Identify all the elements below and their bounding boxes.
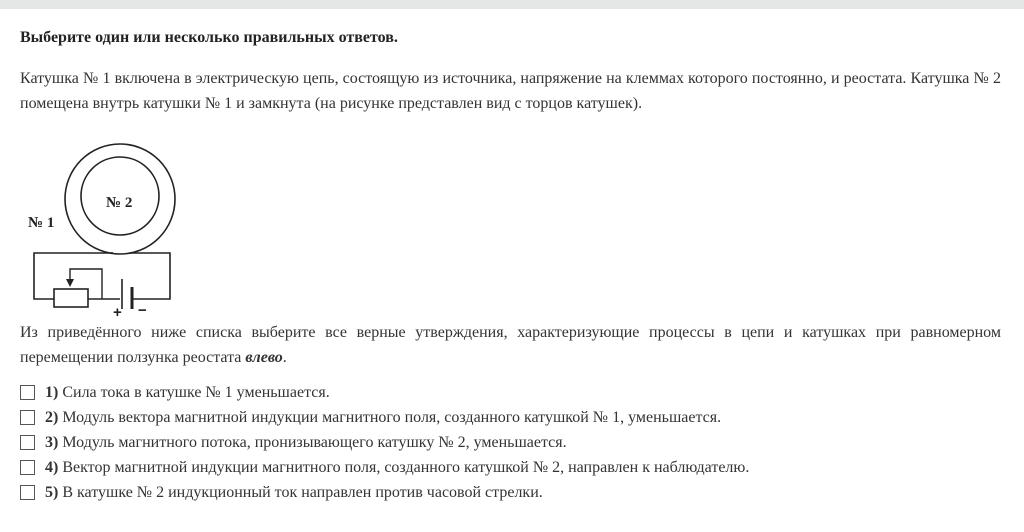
coil-1-label: № 1 <box>28 215 55 231</box>
question-subtext-start: Из приведённого ниже списка выберите все верные утверждения, характеризующие процессы в цепи и катушках при равномерном перемещении ползунка реостата <box>20 324 1001 366</box>
circuit-figure <box>24 141 194 321</box>
answer-text-4: Вектор магнитной индукции магнитного поля, созданного катушкой № 2, направлен к наблюдателю. <box>62 458 750 476</box>
answer-checkbox-1[interactable] <box>20 385 35 400</box>
answer-option-2[interactable] <box>20 405 1001 430</box>
answer-checkbox-4[interactable] <box>20 460 35 475</box>
answer-option-5[interactable] <box>20 480 1001 505</box>
question-subtext <box>20 320 1001 370</box>
minus-label: − <box>138 302 147 319</box>
answer-text-3: Модуль магнитного потока, пронизывающего катушку № 2, уменьшается. <box>62 433 567 451</box>
question-subtext-end: . <box>282 349 287 366</box>
question-subtext-emphasis: влево <box>245 349 283 366</box>
question-text: Катушка № 1 включена в электрическую цепь, состоящую из источника, напряжение на клеммах которого постоянно, и реостата. Катушка № 2 помещена внутрь катушки № 1 и замкнута (на рисунке представлен вид с торцов катушек). <box>20 70 1001 112</box>
answer-text-1: Сила тока в катушке № 1 уменьшается. <box>62 383 330 401</box>
question-instruction: Выберите один или несколько правильных ответов. <box>20 29 398 46</box>
top-bar <box>0 0 1024 9</box>
answer-option-3[interactable] <box>20 430 1001 455</box>
answer-option-4[interactable] <box>20 455 1001 480</box>
coil-2-label: № 2 <box>106 195 133 211</box>
answer-option-1[interactable] <box>20 380 1001 405</box>
rheostat <box>54 289 88 307</box>
slider-arrow <box>66 279 74 287</box>
answer-text-5: В катушке № 2 индукционный ток направлен против часовой стрелки. <box>62 483 543 501</box>
answer-number-2: 2) <box>45 408 59 426</box>
answer-checkbox-2[interactable] <box>20 410 35 425</box>
answer-checkbox-5[interactable] <box>20 485 35 500</box>
answer-number-5: 5) <box>45 483 59 501</box>
answer-number-1: 1) <box>45 383 59 401</box>
answer-options <box>20 380 1001 505</box>
question-content <box>20 28 1001 501</box>
circuit-wire-right <box>130 253 170 299</box>
plus-label: + <box>113 304 122 321</box>
answer-checkbox-3[interactable] <box>20 435 35 450</box>
answer-text-2: Модуль вектора магнитной индукции магнитного поля, созданного катушкой № 1, уменьшается. <box>62 408 722 426</box>
answer-number-4: 4) <box>45 458 59 476</box>
answer-number-3: 3) <box>45 433 59 451</box>
